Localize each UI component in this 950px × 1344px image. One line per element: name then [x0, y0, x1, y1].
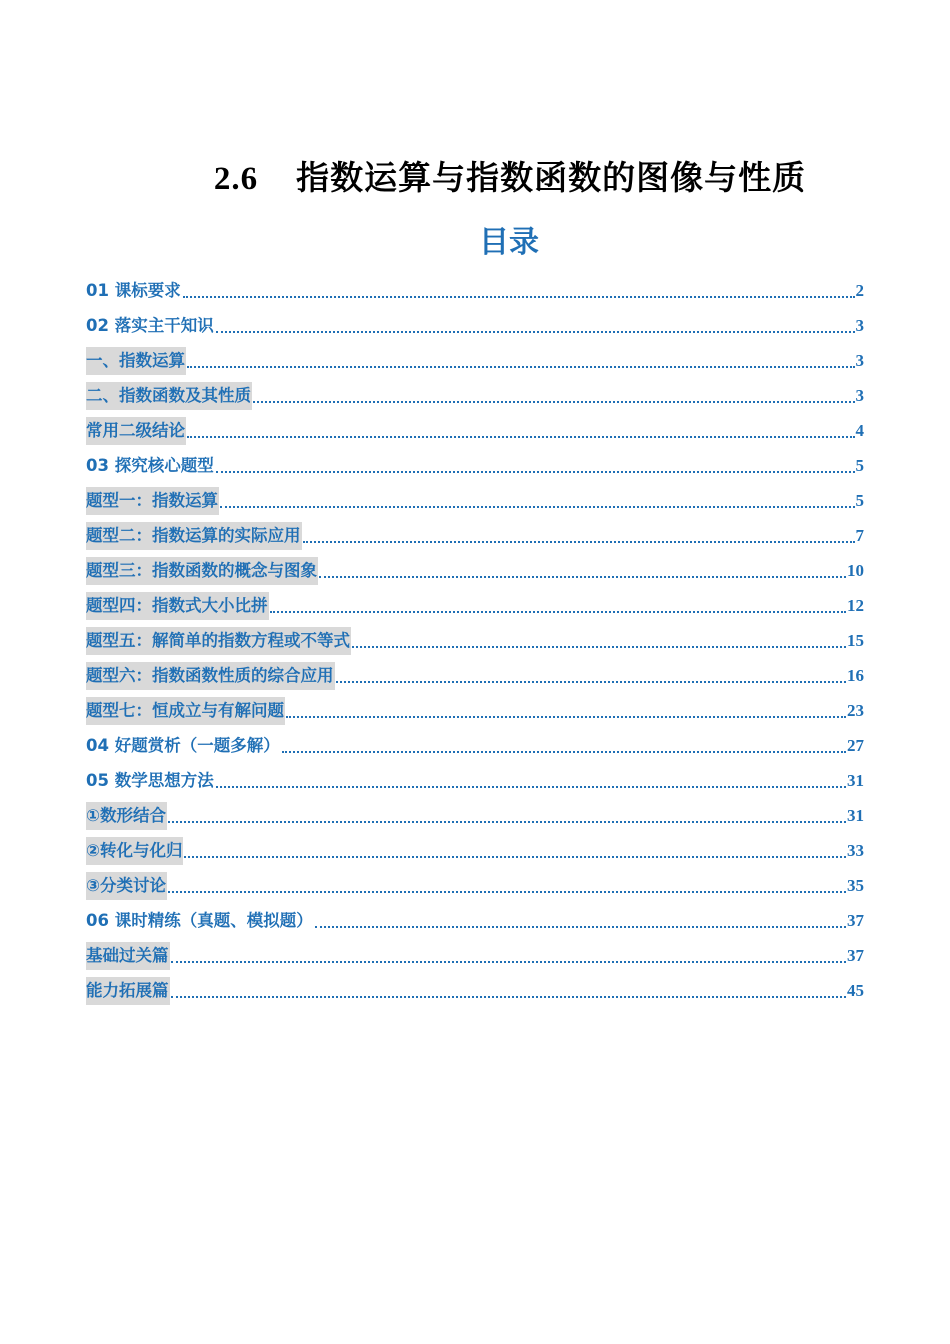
toc-page-number[interactable]: 5	[855, 456, 864, 475]
toc-entry[interactable]	[86, 410, 864, 445]
toc-entry[interactable]	[86, 900, 864, 935]
toc-entry[interactable]	[86, 725, 864, 760]
toc-entry-label[interactable]: 题型三：指数函数的概念与图象	[86, 557, 318, 585]
toc-dot-leader	[187, 436, 855, 438]
toc-entry-label[interactable]: 题型五：解简单的指数方程或不等式	[86, 627, 351, 655]
toc-entry[interactable]	[86, 935, 864, 970]
toc-entry[interactable]	[86, 865, 864, 900]
title-text: 指数运算与指数函数的图像与性质	[296, 158, 807, 197]
toc-entry-label[interactable]: 一、指数运算	[86, 347, 186, 375]
toc-page-number[interactable]: 23	[847, 701, 864, 720]
toc-dot-leader	[216, 471, 855, 473]
toc-heading: 目录	[479, 225, 539, 260]
table-of-contents	[86, 270, 864, 1005]
title-number: 2.6	[213, 161, 259, 197]
toc-entry-label[interactable]: 03 探究核心题型	[86, 456, 214, 475]
toc-entry[interactable]	[86, 550, 864, 585]
toc-entry[interactable]	[86, 480, 864, 515]
toc-entry[interactable]	[86, 970, 864, 1005]
toc-dot-leader	[319, 576, 846, 578]
toc-page-number[interactable]: 27	[847, 736, 864, 755]
toc-dot-leader	[286, 716, 846, 718]
toc-dot-leader	[336, 681, 847, 683]
toc-page-number[interactable]: 45	[847, 981, 864, 1000]
toc-entry[interactable]	[86, 620, 864, 655]
toc-entry[interactable]	[86, 830, 864, 865]
toc-dot-leader	[168, 821, 846, 823]
toc-entry-label[interactable]: 02 落实主干知识	[86, 316, 214, 335]
toc-entry-label[interactable]: 06 课时精练（真题、模拟题）	[86, 911, 313, 930]
toc-dot-leader	[315, 926, 846, 928]
toc-entry[interactable]	[86, 375, 864, 410]
toc-entry[interactable]	[86, 690, 864, 725]
toc-dot-leader	[270, 611, 847, 613]
toc-page-number[interactable]: 37	[847, 911, 864, 930]
toc-dot-leader	[216, 331, 855, 333]
toc-dot-leader	[253, 401, 855, 403]
toc-page-number[interactable]: 31	[847, 806, 864, 825]
toc-dot-leader	[220, 506, 855, 508]
toc-page-number[interactable]: 3	[855, 351, 864, 370]
toc-entry-label[interactable]: 05 数学思想方法	[86, 771, 214, 790]
toc-dot-leader	[216, 786, 846, 788]
toc-page-number[interactable]: 4	[855, 421, 864, 440]
toc-dot-leader	[282, 751, 846, 753]
toc-entry-label[interactable]: 01 课标要求	[86, 281, 181, 300]
toc-entry-label[interactable]: ①数形结合	[86, 802, 167, 830]
toc-page-number[interactable]: 33	[847, 841, 864, 860]
toc-entry-label[interactable]: 能力拓展篇	[86, 977, 170, 1005]
toc-dot-leader	[352, 646, 846, 648]
toc-dot-leader	[184, 856, 846, 858]
toc-page-number[interactable]: 5	[855, 491, 864, 510]
toc-entry[interactable]	[86, 340, 864, 375]
toc-entry[interactable]	[86, 795, 864, 830]
toc-entry-label[interactable]: 题型四：指数式大小比拼	[86, 592, 269, 620]
toc-entry-label[interactable]: 基础过关篇	[86, 942, 170, 970]
document-title	[0, 152, 950, 199]
toc-entry[interactable]	[86, 270, 864, 305]
toc-entry[interactable]	[86, 515, 864, 550]
toc-entry-label[interactable]: 题型七：恒成立与有解问题	[86, 697, 285, 725]
toc-entry[interactable]	[86, 585, 864, 620]
toc-entry-label[interactable]: ③分类讨论	[86, 872, 167, 900]
toc-page-number[interactable]: 35	[847, 876, 864, 895]
toc-entry[interactable]	[86, 445, 864, 480]
toc-page-number[interactable]: 31	[847, 771, 864, 790]
toc-entry-label[interactable]: 04 好题赏析（一题多解）	[86, 736, 280, 755]
toc-dot-leader	[303, 541, 855, 543]
toc-page-number[interactable]: 37	[847, 946, 864, 965]
toc-entry-label[interactable]: ②转化与化归	[86, 837, 183, 865]
toc-entry[interactable]	[86, 760, 864, 795]
toc-entry-label[interactable]: 题型六：指数函数性质的综合应用	[86, 662, 335, 690]
toc-entry[interactable]	[86, 305, 864, 340]
toc-page-number[interactable]: 3	[855, 386, 864, 405]
toc-page-number[interactable]: 12	[847, 596, 864, 615]
toc-entry-label[interactable]: 二、指数函数及其性质	[86, 382, 252, 410]
toc-dot-leader	[187, 366, 855, 368]
toc-page-number[interactable]: 3	[855, 316, 864, 335]
toc-dot-leader	[168, 891, 846, 893]
toc-entry-label[interactable]: 题型一：指数运算	[86, 487, 219, 515]
toc-dot-leader	[183, 296, 855, 298]
toc-dot-leader	[171, 996, 847, 998]
toc-entry-label[interactable]: 题型二：指数运算的实际应用	[86, 522, 302, 550]
toc-dot-leader	[171, 961, 847, 963]
toc-entry-label[interactable]: 常用二级结论	[86, 417, 186, 445]
toc-page-number[interactable]: 15	[847, 631, 864, 650]
toc-page-number[interactable]: 2	[855, 281, 864, 300]
toc-entry[interactable]	[86, 655, 864, 690]
toc-page-number[interactable]: 7	[855, 526, 864, 545]
toc-page-number[interactable]: 10	[847, 561, 864, 580]
toc-page-number[interactable]: 16	[847, 666, 864, 685]
